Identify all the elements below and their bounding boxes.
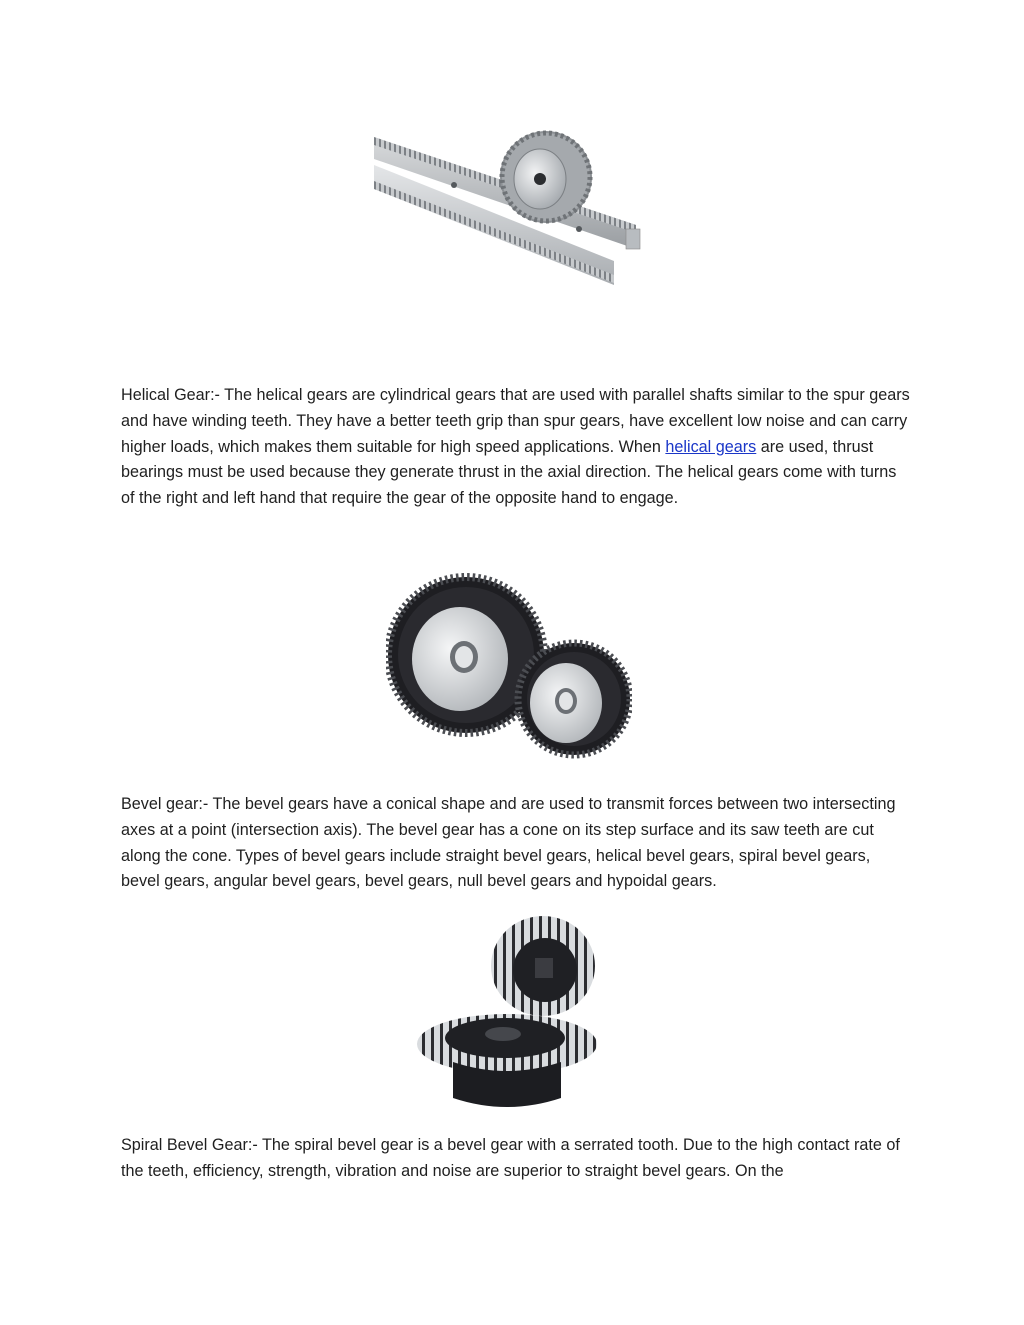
spiral-bevel-text: Spiral Bevel Gear:- The spiral bevel gear is a bevel gear with a serrated tooth. Due to the high contact rate of the teeth, efficiency, strength, vibration and noise are superior to straight bevel gears. On the xyxy=(121,1136,900,1180)
bevel-text: Bevel gear:- The bevel gears have a conical shape and are used to transmit forces between two intersecting axes at a point (intersection axis). The bevel gear has a cone on its step surface and its saw teeth are cut along the cone. Types of bevel gears include straight bevel gears, helical bevel gears, spiral bevel gears, bevel gears, angular bevel gears, bevel gears, null bevel gears and hypoidal gears. xyxy=(121,795,896,891)
spiral-bevel-gear-paragraph xyxy=(121,1133,911,1185)
helical-gears-link[interactable]: helical gears xyxy=(665,437,757,456)
helical-text-start: Helical Gear:- The helical gears are cylindrical gears that are used with parallel shafts similar to the spur gears and have winding teeth. They have a better teeth grip than spur gears, have excellent low noise and can carry higher loads, which makes them suitable for high speed applications. When xyxy=(121,386,910,456)
helical-gear-paragraph xyxy=(121,383,911,512)
helical-gear-pair-image xyxy=(386,573,632,773)
helical-text-end: are used, thrust bearings must be used because they generate thrust in the axial direction. The helical gears come with turns of the right and left hand that require the gear of the opposite hand to engage. xyxy=(121,437,897,508)
rack-and-pinion-gear-image xyxy=(374,125,650,305)
bevel-gear-paragraph xyxy=(121,792,911,895)
bevel-gear-pair-image xyxy=(413,912,605,1116)
